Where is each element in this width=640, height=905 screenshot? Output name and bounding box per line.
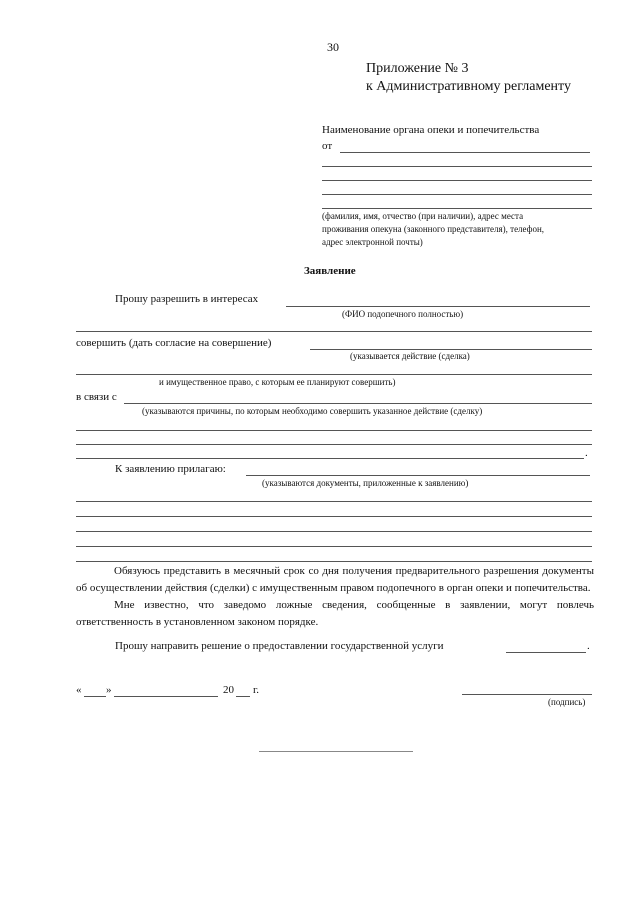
page-number: 30 <box>327 40 339 54</box>
signature-field[interactable] <box>462 694 592 695</box>
date-year-suffix: г. <box>253 684 260 696</box>
property-field[interactable] <box>76 374 592 375</box>
authority-name: Наименование органа опеки и попечительства <box>322 124 540 136</box>
decision-period: . <box>587 640 590 652</box>
property-caption: и имущественное право, с которым ее планируют совершить) <box>159 377 396 387</box>
statement-paragraphs <box>76 563 594 631</box>
reason-field-line-3[interactable] <box>76 444 592 445</box>
attachments-field-line-5[interactable] <box>76 546 592 547</box>
from-field-line[interactable] <box>340 152 590 153</box>
applicant-field-line-4[interactable] <box>322 208 592 209</box>
applicant-caption-3: адрес электронной почты) <box>322 237 423 247</box>
date-close-quote: » <box>106 684 112 696</box>
ward-name-field-continued[interactable] <box>76 331 592 332</box>
perform-label: совершить (дать согласие на совершение) <box>76 337 272 349</box>
date-year-prefix: 20 <box>223 684 234 696</box>
reason-field-line-4[interactable] <box>76 458 584 459</box>
date-month-field[interactable] <box>114 696 218 697</box>
applicant-field-line-3[interactable] <box>322 194 592 195</box>
decision-label: Прошу направить решение о предоставлении государственной услуги <box>115 640 444 652</box>
date-day-field[interactable] <box>84 696 106 697</box>
obligation-paragraph: Обязуюсь представить в месячный срок со дня получения предварительного разрешения документы об осуществлении действия (сделки) с имущественным правом подопечного в орган опеки и попечительства. <box>76 565 594 594</box>
reason-period: . <box>585 447 588 459</box>
attach-label: К заявлению прилагаю: <box>115 463 226 475</box>
date-year-field[interactable] <box>236 696 250 697</box>
attach-caption: (указываются документы, приложенные к заявлению) <box>262 478 469 488</box>
reason-caption: (указываются причины, по которым необходимо совершить указанное действие (сделку) <box>142 406 483 416</box>
attachments-field[interactable] <box>246 475 590 476</box>
decision-delivery-field[interactable] <box>506 652 586 653</box>
ward-name-field[interactable] <box>286 306 590 307</box>
from-label: от <box>322 140 333 152</box>
attachments-field-line-2[interactable] <box>76 501 592 502</box>
reason-field-line-2[interactable] <box>76 430 592 431</box>
appendix-line-1: Приложение № 3 <box>366 61 469 76</box>
action-caption: (указывается действие (сделка) <box>350 351 470 361</box>
applicant-field-line-2[interactable] <box>322 180 592 181</box>
applicant-field-line-1[interactable] <box>322 166 592 167</box>
reason-label: в связи с <box>76 391 117 403</box>
liability-paragraph: Мне известно, что заведомо ложные сведения, сообщенные в заявлении, могут повлечь ответственность в установленном законом порядке. <box>76 599 594 628</box>
request-label: Прошу разрешить в интересах <box>115 293 259 305</box>
ward-caption: (ФИО подопечного полностью) <box>342 309 464 319</box>
signature-caption: (подпись) <box>548 697 586 707</box>
attachments-field-line-6[interactable] <box>76 561 592 562</box>
attachments-field-line-4[interactable] <box>76 531 592 532</box>
applicant-caption-1: (фамилия, имя, отчество (при наличии), адрес места <box>322 211 524 221</box>
document-title: Заявление <box>304 265 356 277</box>
action-field[interactable] <box>310 349 592 350</box>
appendix-line-2: к Административному регламенту <box>366 79 571 94</box>
date-open-quote: « <box>76 684 82 696</box>
bottom-separator <box>259 751 413 752</box>
attachments-field-line-3[interactable] <box>76 516 592 517</box>
reason-field[interactable] <box>124 403 592 404</box>
applicant-caption-2: проживания опекуна (законного представителя), телефон, <box>322 224 545 234</box>
